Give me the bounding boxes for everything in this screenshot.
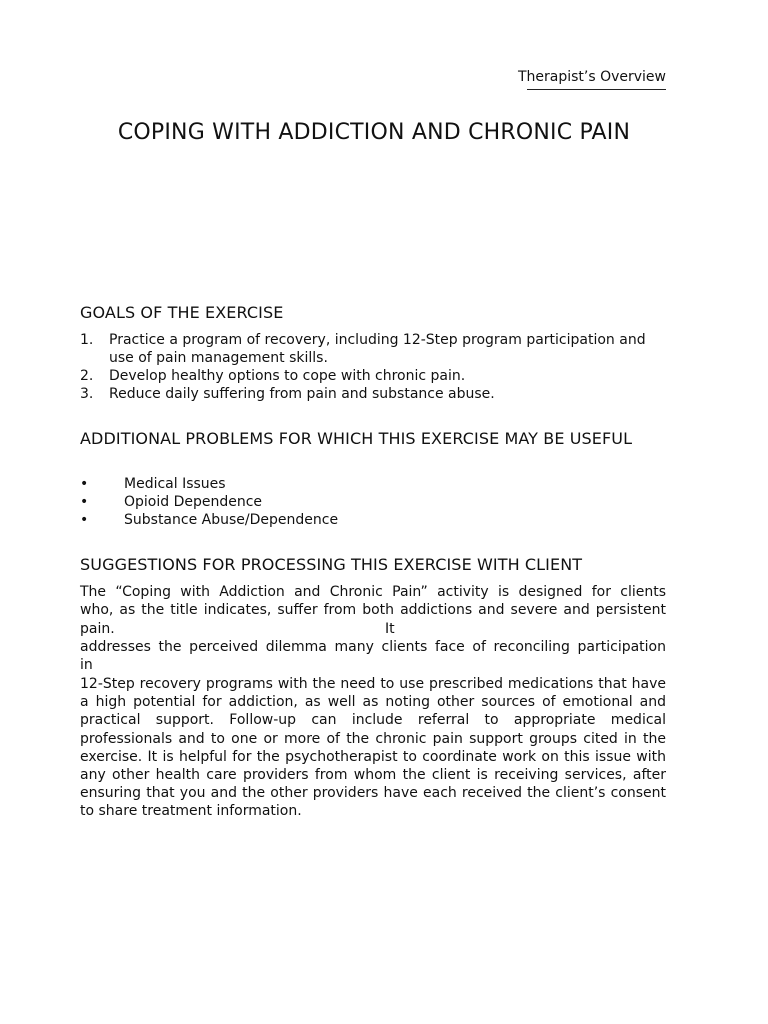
suggestions-heading: SUGGESTIONS FOR PROCESSING THIS EXERCISE WITH CLIENT	[80, 555, 583, 574]
problem-item	[80, 475, 668, 493]
suggestions-paragraph-intro	[80, 583, 666, 619]
problem-item	[80, 511, 668, 529]
bullet-icon: •	[80, 512, 89, 528]
goal-text: Reduce daily suffering from pain and substance abuse.	[109, 386, 495, 402]
paragraph-line: The “Coping with Addiction and Chronic Pain” activity is designed for clients	[80, 584, 666, 600]
overview-underline	[527, 89, 666, 90]
goal-item	[80, 331, 668, 367]
additional-problems-list	[80, 475, 668, 529]
goal-number: 1.	[80, 332, 94, 348]
page-title: COPING WITH ADDICTION AND CHRONIC PAIN	[117, 120, 631, 145]
problem-text: Substance Abuse/Dependence	[124, 512, 339, 528]
goals-heading: GOALS OF THE EXERCISE	[80, 303, 284, 322]
goal-text: Practice a program of recovery, including 12-Step program participation and use of pain management skills.	[109, 332, 646, 366]
suggestions-paragraph-middle	[80, 638, 666, 674]
therapists-overview-label: Therapist’s Overview	[517, 69, 666, 85]
bullet-icon: •	[80, 494, 89, 510]
goal-number: 3.	[80, 386, 94, 402]
problem-item	[80, 493, 668, 511]
goals-list	[80, 331, 668, 403]
problem-text: Medical Issues	[124, 476, 226, 492]
paragraph-line: addresses the perceived dilemma many clients face of reconciling participation	[80, 639, 666, 655]
goal-number: 2.	[80, 368, 94, 384]
additional-problems-heading: ADDITIONAL PROBLEMS FOR WHICH THIS EXERCISE MAY BE USEFUL	[80, 429, 633, 448]
paragraph-fragment: It	[385, 621, 395, 637]
bullet-icon: •	[80, 476, 89, 492]
suggestions-paragraph-body: 12-Step recovery programs with the need to use prescribed medications that have a high potential for addiction, as well as noting other sources of emotional and practical support. Follow-up can include referral to appropriate medical professionals and to one or more of the chronic pain support groups cited in the exercise. It is helpful for the psychotherapist to coordinate work on this issue with any other health care providers from whom the client is receiving services, after ensuring that you and the other providers have each received the client’s consent to share treatment information.	[80, 676, 666, 820]
paragraph-line: in	[80, 657, 93, 674]
goal-text: Develop healthy options to cope with chronic pain.	[109, 368, 466, 384]
goal-item	[80, 367, 668, 385]
paragraph-fragment: pain.	[80, 621, 115, 637]
paragraph-line: who, as the title indicates, suffer from both addictions and severe and persistent	[80, 602, 666, 619]
problem-text: Opioid Dependence	[124, 494, 263, 510]
goal-item	[80, 385, 668, 403]
